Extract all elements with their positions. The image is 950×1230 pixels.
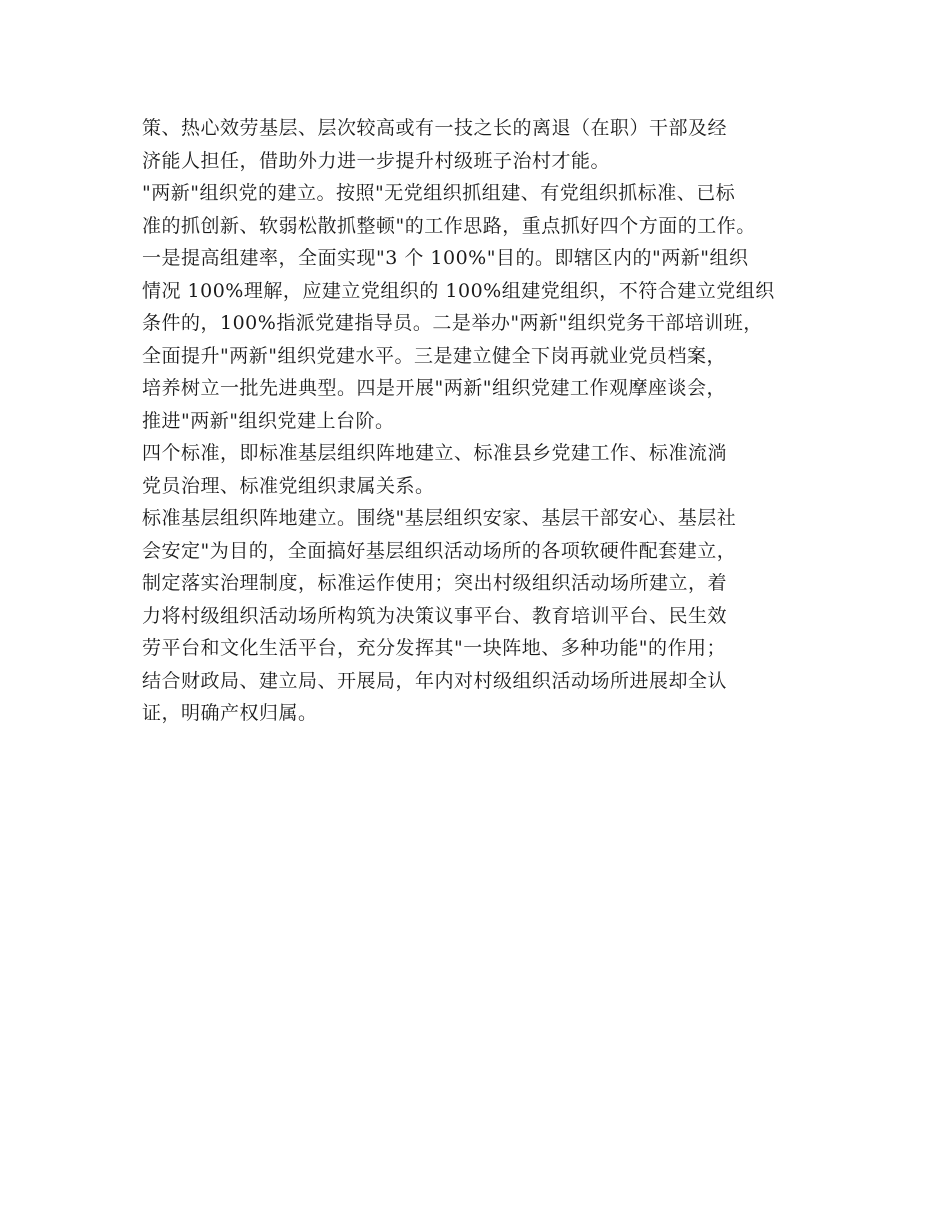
text-line: 四个标准，即标准基层组织阵地建立、标准县乡党建工作、标准流淌 bbox=[142, 442, 728, 464]
text-line: 标准基层组织阵地建立。围绕"基层组织安家、基层干部安心、基层社 bbox=[142, 507, 737, 529]
text-line: 培养树立一批先进典型。四是开展"两新"组织党建工作观摩座谈会， bbox=[142, 377, 726, 399]
text-line: 一是提高组建率，全面实现"3 个 100%"目的。即辖区内的"两新"组织 bbox=[142, 247, 749, 269]
text-line: 劳平台和文化生活平台，充分发挥其"一块阵地、多种功能"的作用； bbox=[142, 637, 726, 659]
text-line: 党员治理、标准党组织隶属关系。 bbox=[142, 474, 435, 497]
text-line: 准的抓创新、软弱松散抓整顿"的工作思路，重点抓好四个方面的工作。 bbox=[142, 214, 756, 237]
text-line: 制定落实治理制度，标准运作使用；突出村级组织活动场所建立，着 bbox=[142, 572, 728, 594]
text-line: 济能人担任，借助外力进一步提升村级班子治村才能。 bbox=[142, 149, 611, 172]
text-line: 会安定"为目的，全面搞好基层组织活动场所的各项软硬件配套建立， bbox=[142, 539, 737, 562]
text-line: 全面提升"两新"组织党建水平。三是建立健全下岗再就业党员档案， bbox=[142, 344, 726, 367]
text-line: 结合财政局、建立局、开展局，年内对村级组织活动场所进展却全认 bbox=[142, 669, 728, 692]
text-line: 情况 100%理解，应建立党组织的 100%组建党组织，不符合建立党组织 bbox=[142, 279, 775, 302]
body-text bbox=[142, 112, 832, 730]
text-line: 证，明确产权归属。 bbox=[142, 702, 318, 724]
text-line: 条件的，100%指派党建指导员。二是举办"两新"组织党务干部培训班， bbox=[142, 312, 763, 334]
text-line: 推进"两新"组织党建上台阶。 bbox=[142, 409, 395, 432]
text-line: 力将村级组织活动场所构筑为决策议事平台、教育培训平台、民生效 bbox=[142, 604, 728, 627]
text-line: 策、热心效劳基层、层次较高或有一技之长的离退（在职）干部及经 bbox=[142, 117, 728, 139]
text-line: "两新"组织党的建立。按照"无党组织抓组建、有党组织抓标准、已标 bbox=[142, 182, 736, 204]
